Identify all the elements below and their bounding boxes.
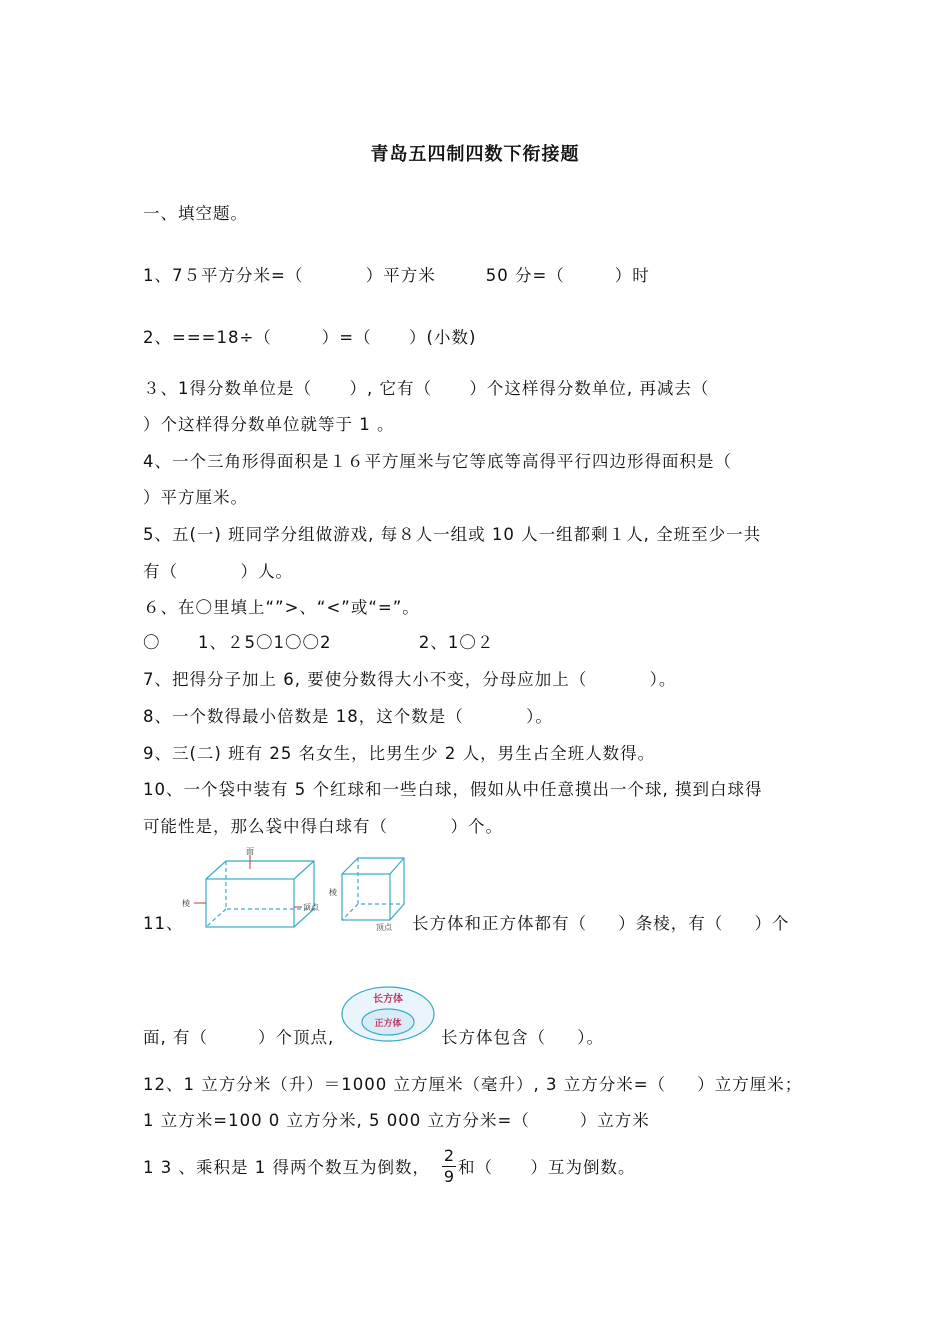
section-heading: 一、填空题。 (143, 204, 248, 223)
question-10-line-1: 10、一个袋中装有 5 个红球和一些白球，假如从中任意摸出一个球, 摸到白球得 (143, 780, 763, 799)
question-4-line-2: ）平方厘米。 (143, 488, 248, 507)
question-11-line-2b: 长方体包含（ ）。 (441, 1028, 604, 1047)
cuboid-vertex-label: 顶点 (303, 903, 319, 912)
question-4-line-1: 4、一个三角形得面积是１６平方厘米与它等底等高得平行四边形得面积是（ (143, 452, 732, 471)
question-7: 7、把得分子加上 6, 要使分数得大小不变，分母应加上（ ）。 (143, 670, 677, 689)
cuboid-figure (178, 845, 328, 930)
question-6: ６、在〇里填上“”>、“<”或“=”。 (143, 598, 420, 617)
question-6-items: 〇 1、２5〇1〇〇2 2、1〇２ (143, 633, 495, 652)
cuboid-edge-label: 棱 (182, 899, 190, 908)
question-10-line-2: 可能性是，那么袋中得白球有（ ）个。 (143, 817, 503, 836)
cube-edge-label: 棱 (329, 888, 337, 897)
question-13a: 1 3 、乘积是 1 得两个数互为倒数， (143, 1158, 430, 1177)
cube-vertex-label: 顶点 (376, 923, 392, 932)
fraction-denominator: 9 (443, 1167, 455, 1186)
question-12-line-1: 12、1 立方分米（升）＝1000 立方厘米（毫升）, 3 立方分米=（ ）立方厘米； (143, 1075, 803, 1094)
fraction-two-ninths (442, 1147, 456, 1186)
venn-outer-label: 长方体 (373, 994, 403, 1005)
question-2: 2、===18÷（ ）=（ ）(小数) (143, 328, 477, 347)
question-3-line-2: ）个这样得分数单位就等于 1 。 (143, 415, 395, 434)
question-1: 1、7５平方分米=（ ）平方米 50 分=（ ）时 (143, 266, 650, 285)
question-3-line-1: ３、1得分数单位是（ ）, 它有（ ）个这样得分数单位, 再减去（ (143, 379, 710, 398)
venn-inner-label: 正方体 (374, 1019, 402, 1029)
page-title: 青岛五四制四数下衔接题 (370, 144, 580, 165)
cuboid-face-label: 面 (246, 847, 254, 856)
question-9: 9、三(二) 班有 25 名女生，比男生少 2 人，男生占全班人数得。 (143, 744, 656, 763)
fraction-numerator: 2 (443, 1146, 455, 1165)
question-5-line-2: 有（ ）人。 (143, 562, 293, 581)
question-13b: 和（ ）互为倒数。 (458, 1158, 636, 1177)
question-11-line-1: 长方体和正方体都有（ ）条棱，有（ ）个 (412, 914, 790, 933)
venn-figure (340, 985, 436, 1043)
question-12-line-2: 1 立方米=100 0 立方分米, 5 000 立方分米=（ ）立方米 (143, 1111, 650, 1130)
question-11-number: 11、 (143, 914, 184, 933)
cube-figure (328, 852, 410, 932)
question-5-line-1: 5、五(一) 班同学分组做游戏, 每８人一组或 10 人一组都剩１人, 全班至少一共 (143, 525, 762, 544)
question-11-line-2a: 面, 有（ ）个顶点, (143, 1028, 335, 1047)
question-8: 8、一个数得最小倍数是 18，这个数是（ ）。 (143, 707, 553, 726)
